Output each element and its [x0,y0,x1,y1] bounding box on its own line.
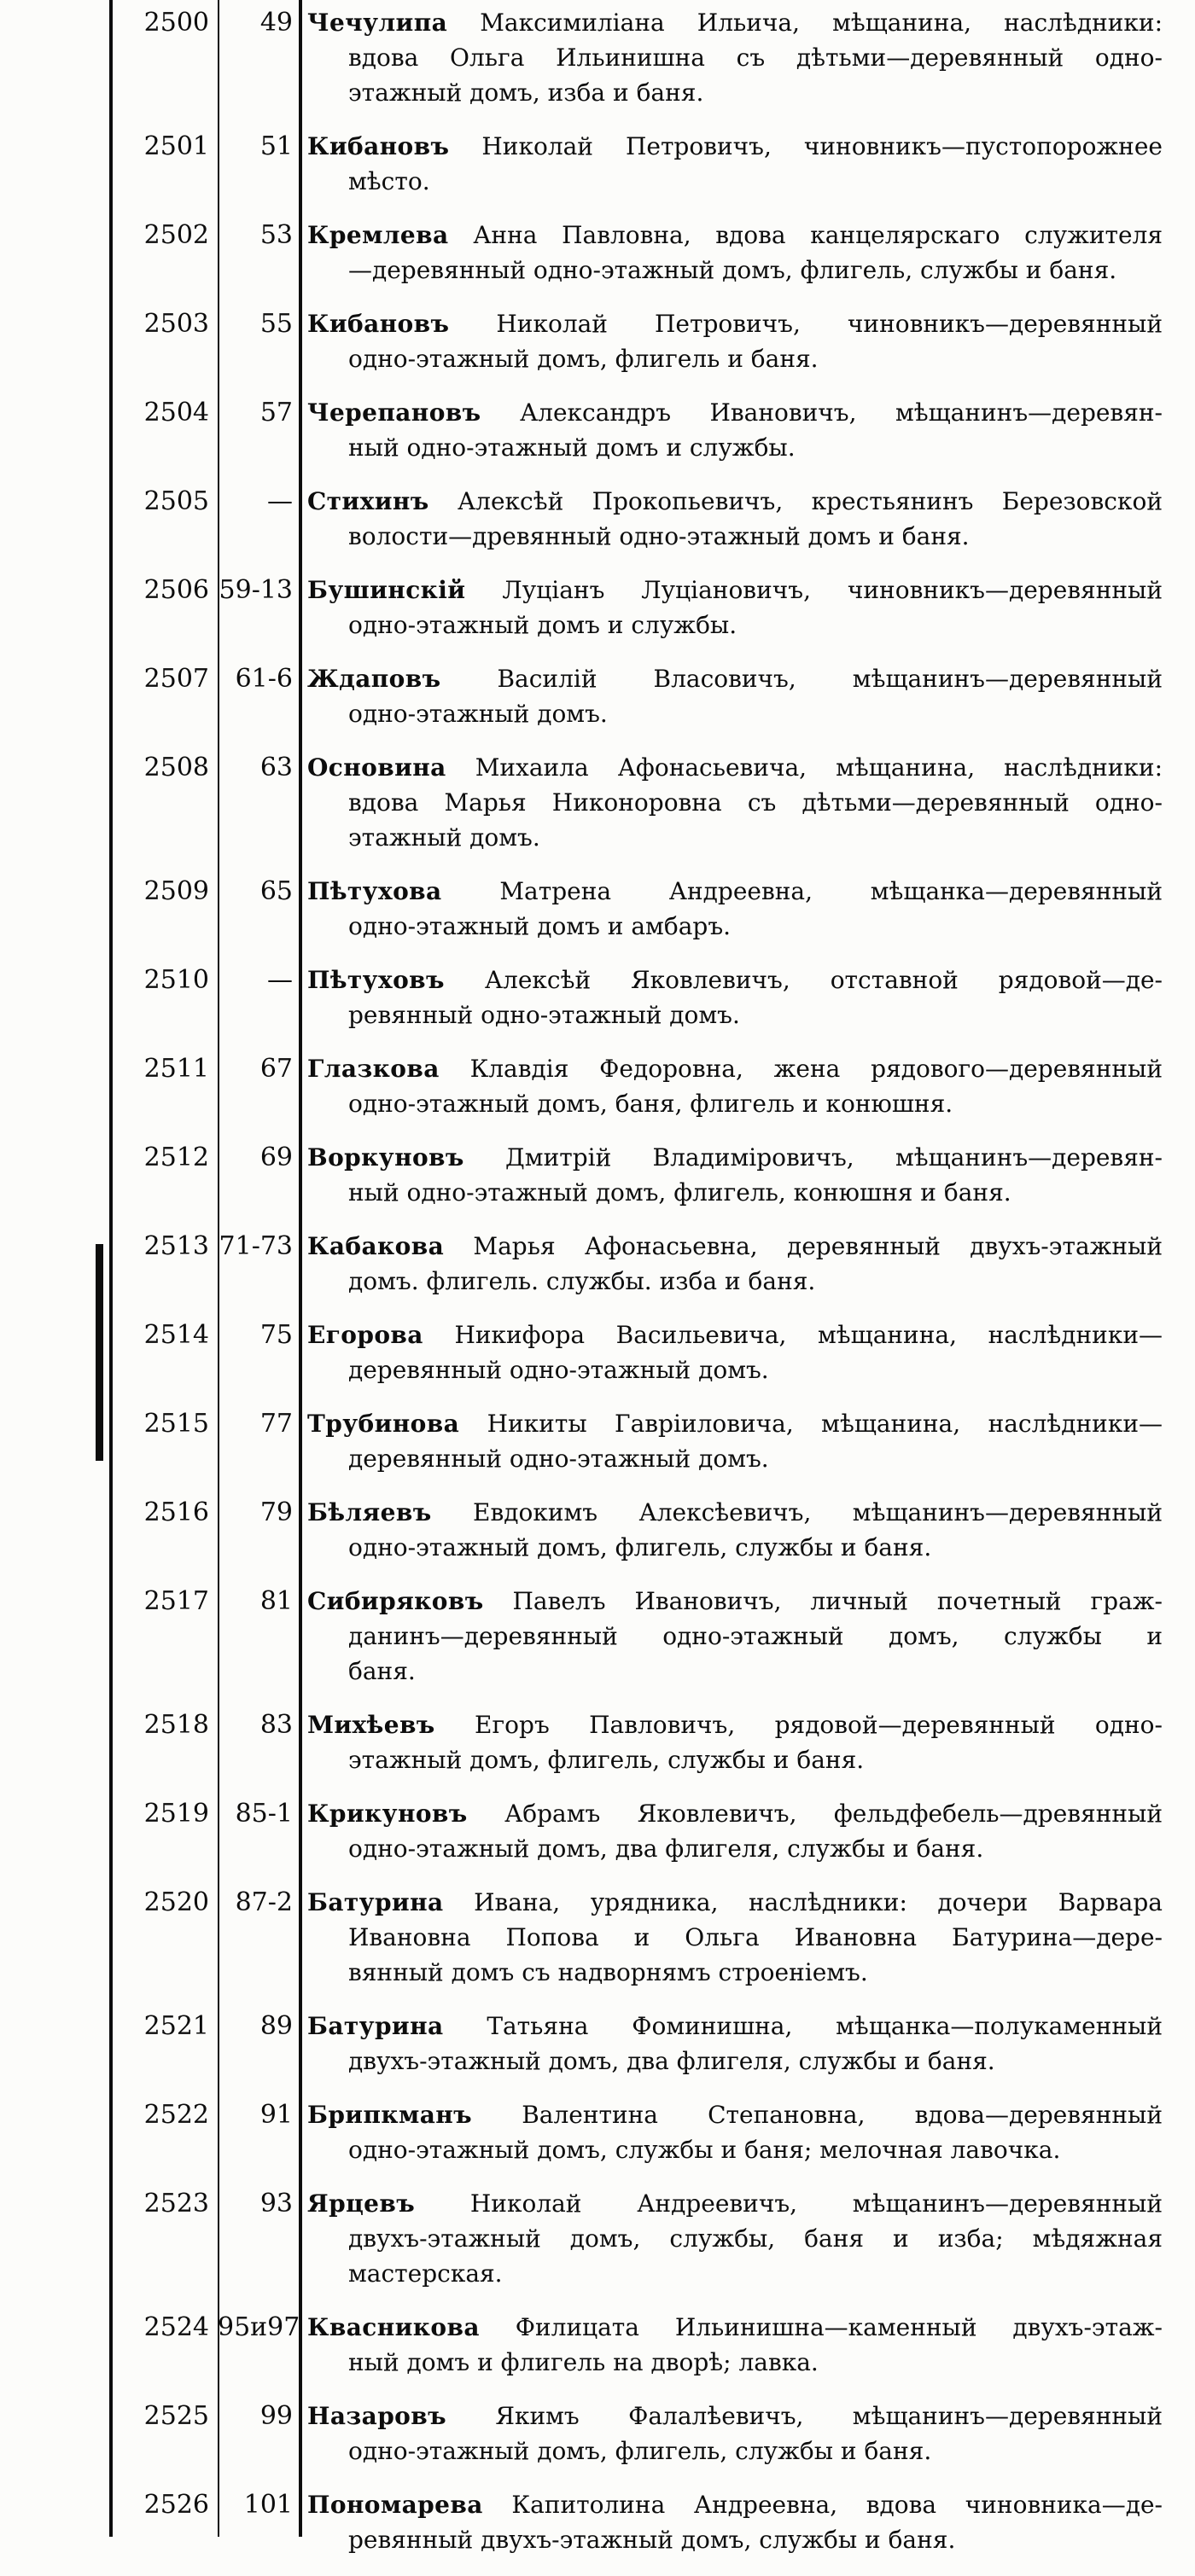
entry-number: 2505 [143,486,209,516]
description-line: одно-этажный домъ, баня, флигель и конюшня. [348,1090,953,1118]
table-row [113,1584,1195,1689]
entry-description [299,1051,1192,1121]
description-line [307,1140,1163,1175]
description-line: этажный домъ, изба и баня. [348,79,704,107]
owner-details: Евдокимъ Алексѣевичъ, мѣщанинъ—деревянный [473,1498,1163,1526]
owner-name: Кремлева [307,221,449,249]
house-number: 55 [259,309,293,339]
entry-description [299,1140,1192,1210]
table-row [113,1707,1195,1777]
owner-details: Капитолина Андреевна, вдова чиновника—де- [511,2491,1163,2519]
entry-description [299,1317,1192,1387]
owner-details: Дмитрій Владиміровичъ, мѣщанинъ—деревян- [505,1143,1163,1172]
house-number: — [267,486,293,516]
description-line: баня. [348,1657,416,1685]
scan-ink-artifact [96,1244,103,1461]
owner-name: Егорова [307,1321,423,1349]
house-number: 67 [259,1054,293,1084]
entry-number: 2503 [143,309,209,339]
description-line: этажный домъ. [348,823,540,852]
owner-details: Егоръ Павловичъ, рядовой—деревянный одно- [475,1711,1163,1739]
owner-details: Максимиліана Ильича, мѣщанина, наслѣдники: [480,9,1163,37]
description-line: данинъ—деревянный одно-этажный домъ, службы и [348,1622,1163,1650]
entry-number: 2510 [143,965,209,995]
owner-name: Основина [307,753,446,782]
entry-number: 2507 [143,664,209,694]
table-row [113,874,1195,944]
house-number: 75 [259,1320,293,1350]
entry-number: 2513 [143,1231,209,1261]
description-line [307,306,1163,341]
description-line: деревянный одно-этажный домъ. [348,1356,769,1384]
owner-details: Анна Павловна, вдова канцелярскаго служителя [473,221,1163,249]
owner-details: Валентина Степановна, вдова—деревянный [522,2101,1163,2129]
owner-details: Клавдія Федоровна, жена рядового—деревянный [469,1055,1163,1083]
entry-number: 2518 [143,1710,209,1740]
house-number: 65 [259,876,293,906]
description-line [307,874,1163,909]
entry-number: 2520 [143,1887,209,1917]
entry-number: 2524 [143,2312,209,2342]
description-line: вянный домъ съ надворнямъ строеніемъ. [348,1958,868,1986]
entry-description [299,1406,1192,1476]
description-line [307,1885,1163,1920]
entry-description [299,129,1192,199]
owner-name: Глазкова [307,1055,440,1083]
description-line [307,1229,1163,1264]
table-row [113,2097,1195,2167]
owner-name: Трубинова [307,1410,460,1438]
owner-details: Абрамъ Яковлевичъ, фельдфебель—древянный [504,1800,1163,1828]
entry-number: 2504 [143,398,209,427]
table-row [113,1796,1195,1866]
entry-number: 2517 [143,1586,209,1616]
entry-number: 2500 [143,8,209,38]
description-line [307,129,1163,164]
owner-details: Ивана, урядника, наслѣдники: дочери Варвара [474,1888,1163,1916]
owner-name: Пономарева [307,2491,483,2519]
entry-number: 2508 [143,753,209,782]
table-row [113,1051,1195,1121]
owner-details: Луціанъ Луціановичъ, чиновникъ—деревянный [502,576,1163,604]
description-line [307,5,1163,40]
entry-number: 2515 [143,1409,209,1439]
description-line [307,2009,1163,2044]
table-row [113,750,1195,855]
table-row [113,306,1195,376]
house-number: 57 [259,398,293,427]
description-line: ревянный двухъ-этажный домъ, службы и баня. [348,2526,956,2554]
entry-description [299,484,1192,554]
table-row [113,2310,1195,2380]
owner-name: Чечулипа [307,9,448,37]
owner-name: Воркуновъ [307,1143,464,1172]
owner-name: Крикуновъ [307,1800,468,1828]
description-line: мастерская. [348,2259,503,2288]
entry-description [299,2097,1192,2167]
house-number: 101 [243,2490,293,2520]
house-number: 95и97 [218,2312,300,2342]
table-row [113,661,1195,731]
description-line [307,2487,1163,2522]
table-row [113,2009,1195,2079]
house-number: 61-6 [235,664,293,694]
owner-details: Николай Петровичъ, чиновникъ—пустопорожнее [481,132,1163,160]
description-line: одно-этажный домъ. [348,700,608,728]
owner-details: Никиты Гавріиловича, мѣщанина, наслѣдники— [487,1410,1163,1438]
description-line [307,1317,1163,1352]
entry-description [299,573,1192,643]
description-line [307,1796,1163,1831]
description-line: вдова Ольга Ильинишна съ дѣтьми—деревянный одно- [348,44,1163,72]
house-number: 49 [259,8,293,38]
description-line [307,1051,1163,1086]
entry-number: 2516 [143,1497,209,1527]
description-line [307,2310,1163,2345]
description-line [307,661,1163,696]
owner-name: Пѣтухова [307,877,442,905]
description-line [307,1584,1163,1619]
table-row [113,1140,1195,1210]
entry-description [299,2009,1192,2079]
entry-description [299,5,1192,110]
entry-description [299,395,1192,465]
owner-details: Филицата Ильинишна—каменный двухъ-этаж- [515,2313,1163,2341]
description-line [307,484,1163,519]
table-row [113,962,1195,1032]
description-line [307,573,1163,608]
entry-description [299,1796,1192,1866]
house-number: 77 [259,1409,293,1439]
owner-details: Николай Петровичъ, чиновникъ—деревянный [496,310,1163,338]
house-number: 63 [259,753,293,782]
description-line [307,1707,1163,1742]
table-row [113,395,1195,465]
owner-details: Алексѣй Яковлевичъ, отставной рядовой—де- [484,966,1163,994]
owner-details: Татьяна Фоминишна, мѣщанка—полукаменный [487,2012,1163,2040]
table-row [113,5,1195,110]
house-number: 89 [259,2011,293,2041]
table-row [113,129,1195,199]
property-register-table [113,5,1195,2576]
entry-description [299,218,1192,288]
description-line: Ивановна Попова и Ольга Ивановна Батурина—дере- [348,1923,1163,1951]
description-line [307,962,1163,997]
owner-details: Никифора Васильевича, мѣщанина, наслѣдники— [454,1321,1163,1349]
house-number: 59-13 [219,575,293,605]
entry-number: 2519 [143,1799,209,1829]
entry-description [299,1707,1192,1777]
entry-description [299,1885,1192,1990]
house-number: 99 [259,2401,293,2431]
owner-name: Батурина [307,2012,444,2040]
house-number: 87-2 [235,1887,293,1917]
house-number: 51 [259,131,293,161]
owner-name: Назаровъ [307,2402,446,2430]
description-line: одно-этажный домъ, два флигеля, службы и баня. [348,1835,984,1863]
description-line: одно-этажный домъ и службы. [348,611,737,639]
owner-details: Алексѣй Прокопьевичъ, крестьянинъ Березовской [457,487,1163,515]
owner-details: Василій Власовичъ, мѣщанинъ—деревянный [497,665,1163,693]
table-row [113,218,1195,288]
owner-name: Батурина [307,1888,444,1916]
entry-description [299,750,1192,855]
entry-number: 2512 [143,1143,209,1172]
owner-details: Матрена Андреевна, мѣщанка—деревянный [499,877,1163,905]
description-line [307,2186,1163,2221]
house-number: 85-1 [235,1799,293,1829]
description-line [307,395,1163,430]
description-line: ный одно-этажный домъ, флигель, конюшня и баня. [348,1178,1011,1207]
house-number: 91 [259,2100,293,2130]
house-number: 53 [259,220,293,250]
entry-number: 2526 [143,2490,209,2520]
table-row [113,2487,1195,2557]
house-number: 69 [259,1143,293,1172]
entry-description [299,661,1192,731]
entry-description [299,1584,1192,1689]
entry-description [299,306,1192,376]
entry-description [299,2310,1192,2380]
entry-number: 2509 [143,876,209,906]
owner-name: Брипкманъ [307,2101,473,2129]
house-number: 93 [259,2189,293,2218]
description-line: ный одно-этажный домъ и службы. [348,433,796,462]
owner-name: Бушинскій [307,576,466,604]
entry-number: 2502 [143,220,209,250]
owner-name: Черепановъ [307,398,481,427]
owner-details: Александръ Ивановичъ, мѣщанинъ—деревян- [519,398,1163,427]
entry-description [299,2399,1192,2468]
owner-name: Стихинъ [307,487,429,515]
entry-number: 2525 [143,2401,209,2431]
entry-number: 2514 [143,1320,209,1350]
description-line [307,2399,1163,2434]
owner-name: Ждаповъ [307,665,441,693]
house-number: 83 [259,1710,293,1740]
house-number: 79 [259,1497,293,1527]
description-line [307,1406,1163,1441]
description-line: ревянный одно-этажный домъ. [348,1001,740,1029]
description-line: одно-этажный домъ, флигель и баня. [348,345,819,373]
house-number: — [267,965,293,995]
owner-details: Марья Афонасьевна, деревянный двухъ-этажный [473,1232,1163,1260]
owner-name: Сибиряковъ [307,1587,484,1615]
description-line: одно-этажный домъ, службы и баня; мелочная лавочка. [348,2136,1061,2164]
entry-number: 2501 [143,131,209,161]
description-line: ный домъ и флигель на дворѣ; лавка. [348,2348,819,2376]
table-row [113,573,1195,643]
owner-details: Михаила Афонасьевича, мѣщанина, наслѣдники: [475,753,1163,782]
owner-name: Кабакова [307,1232,445,1260]
owner-name: Пѣтуховъ [307,966,445,994]
description-line: домъ. флигель. службы. изба и баня. [348,1267,816,1295]
owner-name: Квасникова [307,2313,480,2341]
description-line: одно-этажный домъ, флигель, службы и баня. [348,1533,932,1561]
description-line: этажный домъ, флигель, службы и баня. [348,1746,865,1774]
entry-number: 2506 [143,575,209,605]
description-line: двухъ-этажный домъ, два флигеля, службы и баня. [348,2047,995,2075]
owner-name: Ярцевъ [307,2189,416,2218]
description-line [307,2097,1163,2132]
entry-number: 2521 [143,2011,209,2041]
description-line: одно-этажный домъ и амбаръ. [348,912,732,940]
entry-description [299,962,1192,1032]
owner-details: Якимъ Фалалѣевичъ, мѣщанинъ—деревянный [495,2402,1163,2430]
owner-details: Павелъ Ивановичъ, личный почетный граж- [512,1587,1163,1615]
table-row [113,1406,1195,1476]
description-line [307,1495,1163,1530]
description-line: одно-этажный домъ, флигель, службы и баня. [348,2437,932,2465]
table-row [113,1229,1195,1299]
entry-description [299,2186,1192,2291]
owner-name: Кибановъ [307,132,450,160]
table-row [113,484,1195,554]
table-row [113,2186,1195,2291]
description-line: двухъ-этажный домъ, службы, баня и изба; мѣдяжная [348,2224,1163,2253]
entry-description [299,1495,1192,1565]
house-number: 71-73 [219,1231,293,1261]
description-line: деревянный одно-этажный домъ. [348,1445,769,1473]
house-number: 81 [259,1586,293,1616]
description-line: вдова Марья Никоноровна съ дѣтьми—деревянный одно- [348,788,1163,817]
entry-number: 2522 [143,2100,209,2130]
description-line [307,218,1163,253]
table-row [113,1317,1195,1387]
owner-name: Михѣевъ [307,1711,435,1739]
description-line: волости—древянный одно-этажный домъ и баня. [348,522,970,550]
entry-description [299,874,1192,944]
entry-description [299,2487,1192,2557]
entry-number: 2523 [143,2189,209,2218]
table-row [113,2399,1195,2468]
description-line: мѣсто. [348,167,430,195]
owner-name: Бѣляевъ [307,1498,432,1526]
table-row [113,1885,1195,1990]
owner-details: Николай Андреевичъ, мѣщанинъ—деревянный [469,2189,1163,2218]
description-line: —деревянный одно-этажный домъ, флигель, службы и баня. [348,256,1117,284]
description-line [307,750,1163,785]
owner-name: Кибановъ [307,310,450,338]
entry-description [299,1229,1192,1299]
table-row [113,1495,1195,1565]
entry-number: 2511 [143,1054,209,1084]
